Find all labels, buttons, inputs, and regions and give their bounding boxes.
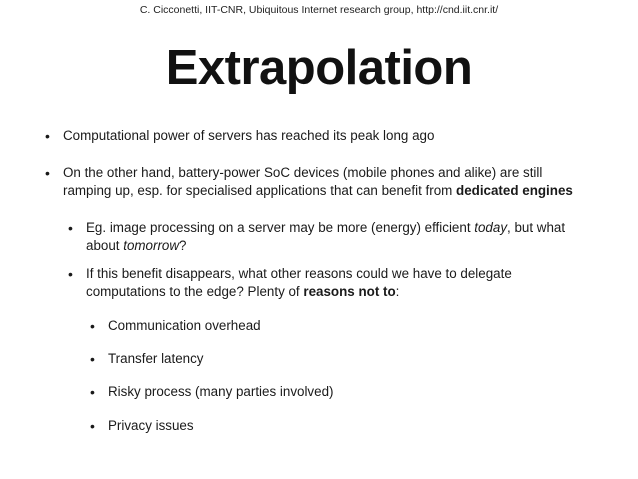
bold-text: reasons not to <box>303 284 396 299</box>
text-segment: , but what <box>507 220 566 235</box>
bullet-transfer-latency <box>90 350 204 368</box>
bullet-privacy-issues <box>90 417 194 435</box>
bullet-risky-process <box>90 383 334 401</box>
bullet-text-line-2 <box>63 182 573 200</box>
bullet-benefit-disappears <box>68 265 512 301</box>
bullet-dot: • <box>45 128 50 144</box>
bullet-text: Computational power of servers has reached its peak long ago <box>63 128 435 143</box>
bullet-text-line-1 <box>86 219 565 237</box>
text-segment: about <box>86 238 124 253</box>
italic-text: tomorrow <box>123 238 180 253</box>
bullet-dot: • <box>90 384 95 400</box>
bullet-text: Risky process (many parties involved) <box>108 384 334 399</box>
bullet-image-processing <box>68 219 566 255</box>
text-segment: ramping up, esp. for specialised applications that can benefit from <box>63 183 457 198</box>
bullet-text: Privacy issues <box>108 418 194 433</box>
bold-text: dedicated engines <box>456 183 573 198</box>
header-credit: C. Cicconetti, IIT-CNR, Ubiquitous Internet research group, http://cnd.iit.cnr.it/ <box>139 4 499 16</box>
bullet-server-power <box>45 127 435 145</box>
bullet-text-line-2 <box>86 283 512 301</box>
bullet-text: Transfer latency <box>108 351 204 366</box>
text-segment: : <box>395 284 400 299</box>
bullet-communication-overhead <box>90 317 261 335</box>
bullet-dot: • <box>45 165 50 181</box>
text-segment: computations to the edge? Plenty of <box>86 284 304 299</box>
bullet-text-line-1: On the other hand, battery-power SoC devices (mobile phones and alike) are still <box>63 165 543 180</box>
bullet-text: Communication overhead <box>108 318 261 333</box>
bullet-text-line-2 <box>86 237 565 255</box>
bullet-dot: • <box>68 220 73 236</box>
bullet-soc-devices <box>45 164 573 200</box>
bullet-dot: • <box>90 318 95 334</box>
italic-text: today <box>474 220 508 235</box>
text-segment: Eg. image processing on a server may be more (energy) efficient <box>86 220 475 235</box>
bullet-dot: • <box>90 418 95 434</box>
slide-title: Extrapolation <box>165 41 473 95</box>
bullet-dot: • <box>68 266 73 282</box>
bullet-dot: • <box>90 351 95 367</box>
bullet-text-line-1: If this benefit disappears, what other reasons could we have to delegate <box>86 266 512 281</box>
text-segment: ? <box>179 238 187 253</box>
